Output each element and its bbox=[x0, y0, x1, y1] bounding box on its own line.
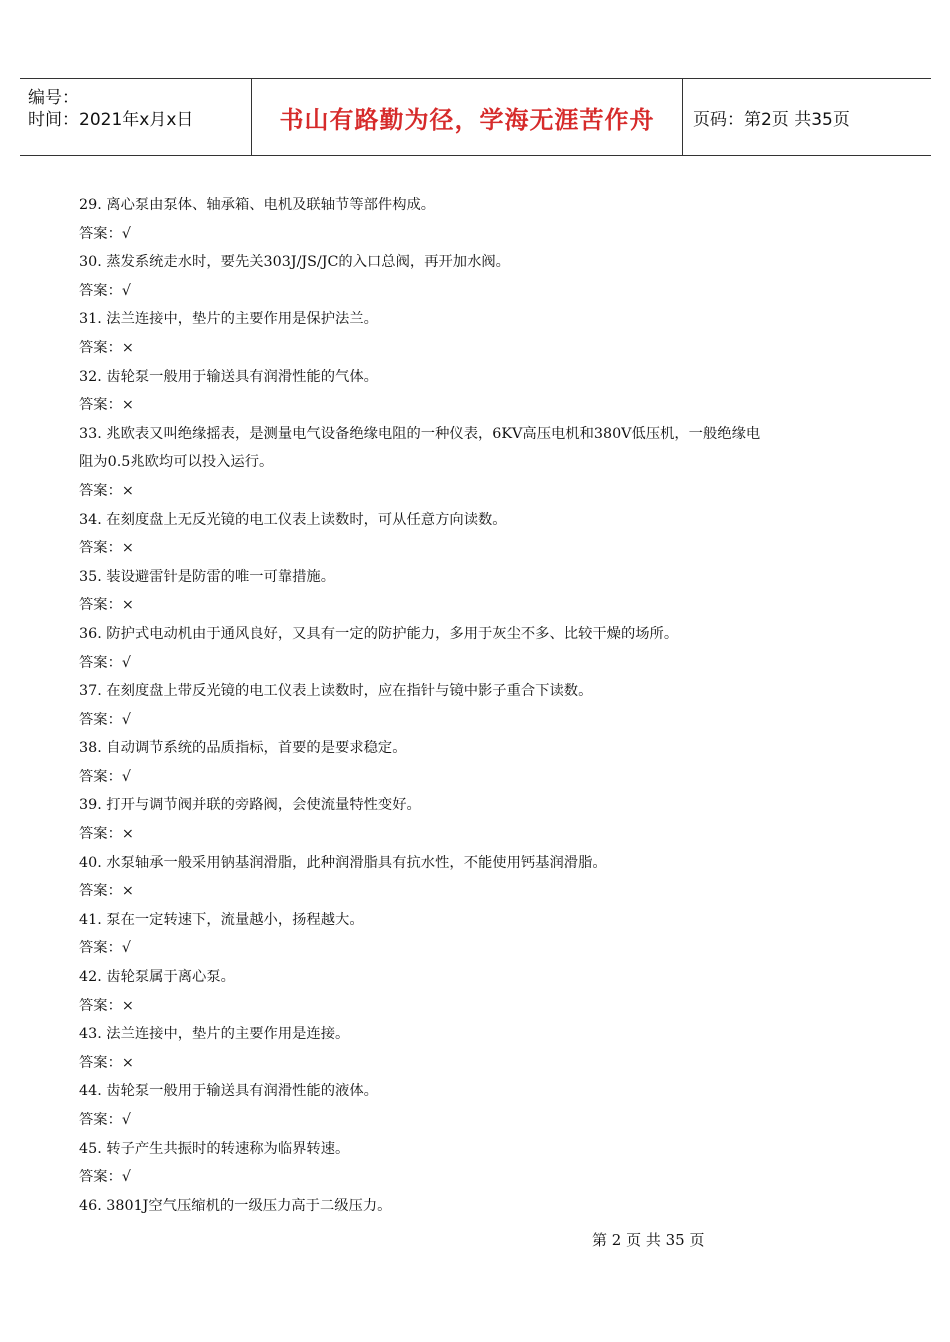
text-line: 42. 齿轮泵属于离心泵。 bbox=[79, 969, 235, 986]
header-page-info bbox=[683, 79, 931, 155]
text-line: 43. 法兰连接中，垫片的主要作用是连接。 bbox=[79, 1026, 350, 1043]
text-line: 39. 打开与调节阀并联的旁路阀，会使流量特性变好。 bbox=[79, 797, 421, 814]
text-line: 32. 齿轮泵一般用于输送具有润滑性能的气体。 bbox=[79, 368, 378, 385]
text-line: 36. 防护式电动机由于通风良好，又具有一定的防护能力，多用于灰尘不多、比较干燥的场所。 bbox=[79, 625, 679, 642]
text-line: 答案：√ bbox=[79, 225, 132, 242]
header-page-number: 页码：第2页 共35页 bbox=[693, 109, 850, 130]
header-motto-cell bbox=[252, 79, 683, 155]
text-line: 37. 在刻度盘上带反光镜的电工仪表上读数时，应在指针与镜中影子重合下读数。 bbox=[79, 683, 593, 700]
header-meta bbox=[20, 79, 252, 155]
text-line: 45. 转子产生共振时的转速称为临界转速。 bbox=[79, 1140, 350, 1157]
text-line: 阻为0.5兆欧均可以投入运行。 bbox=[79, 454, 274, 471]
text-line: 答案：× bbox=[79, 997, 134, 1014]
text-line: 31. 法兰连接中，垫片的主要作用是保护法兰。 bbox=[79, 311, 378, 328]
text-line: 答案：√ bbox=[79, 654, 132, 671]
text-line: 答案：√ bbox=[79, 1169, 132, 1186]
text-line: 答案：× bbox=[79, 826, 134, 843]
text-line: 答案：× bbox=[79, 1054, 134, 1071]
text-line: 答案：√ bbox=[79, 940, 132, 957]
text-line: 答案：× bbox=[79, 540, 134, 557]
text-line: 29. 离心泵由泵体、轴承箱、电机及联轴节等部件构成。 bbox=[79, 197, 436, 213]
text-line: 41. 泵在一定转速下，流量越小，扬程越大。 bbox=[79, 911, 364, 928]
header-motto: 书山有路勤为径，学海无涯苦作舟 bbox=[279, 105, 655, 134]
page-footer: 第 2 页 共 35 页 bbox=[592, 1231, 705, 1249]
text-line: 答案：× bbox=[79, 397, 134, 414]
text-line: 33. 兆欧表又叫绝缘摇表，是测量电气设备绝缘电阻的一种仪表，6KV高压电机和380V低压机，一般绝缘电 bbox=[79, 425, 761, 442]
text-line: 答案：√ bbox=[79, 711, 132, 728]
text-line: 答案：√ bbox=[79, 1112, 132, 1128]
text-line: 答案：× bbox=[79, 597, 134, 614]
text-line: 35. 装设避雷针是防雷的唯一可靠措施。 bbox=[79, 568, 336, 585]
document-time-label: 时间：2021年x月x日 bbox=[28, 110, 194, 130]
text-line: 答案：√ bbox=[79, 768, 132, 785]
text-line: 46. 3801J空气压缩机的一级压力高于二级压力。 bbox=[79, 1197, 392, 1214]
text-line: 答案：× bbox=[79, 339, 134, 356]
document-number-label: 编号： bbox=[28, 88, 79, 108]
text-line: 44. 齿轮泵一般用于输送具有润滑性能的液体。 bbox=[79, 1083, 378, 1100]
text-line: 答案：× bbox=[79, 482, 134, 499]
page-header bbox=[20, 78, 931, 156]
text-line: 38. 自动调节系统的品质指标，首要的是要求稳定。 bbox=[79, 740, 407, 757]
text-line: 30. 蒸发系统走水时，要先关303J/JS/JC的入口总阀，再开加水阀。 bbox=[79, 254, 510, 271]
text-line: 34. 在刻度盘上无反光镜的电工仪表上读数时，可从任意方向读数。 bbox=[79, 511, 507, 528]
text-line: 答案：× bbox=[79, 883, 134, 900]
question-list bbox=[79, 191, 879, 1220]
text-line: 答案：√ bbox=[79, 282, 132, 299]
text-line: 40. 水泵轴承一般采用钠基润滑脂，此种润滑脂具有抗水性，不能使用钙基润滑脂。 bbox=[79, 854, 607, 871]
